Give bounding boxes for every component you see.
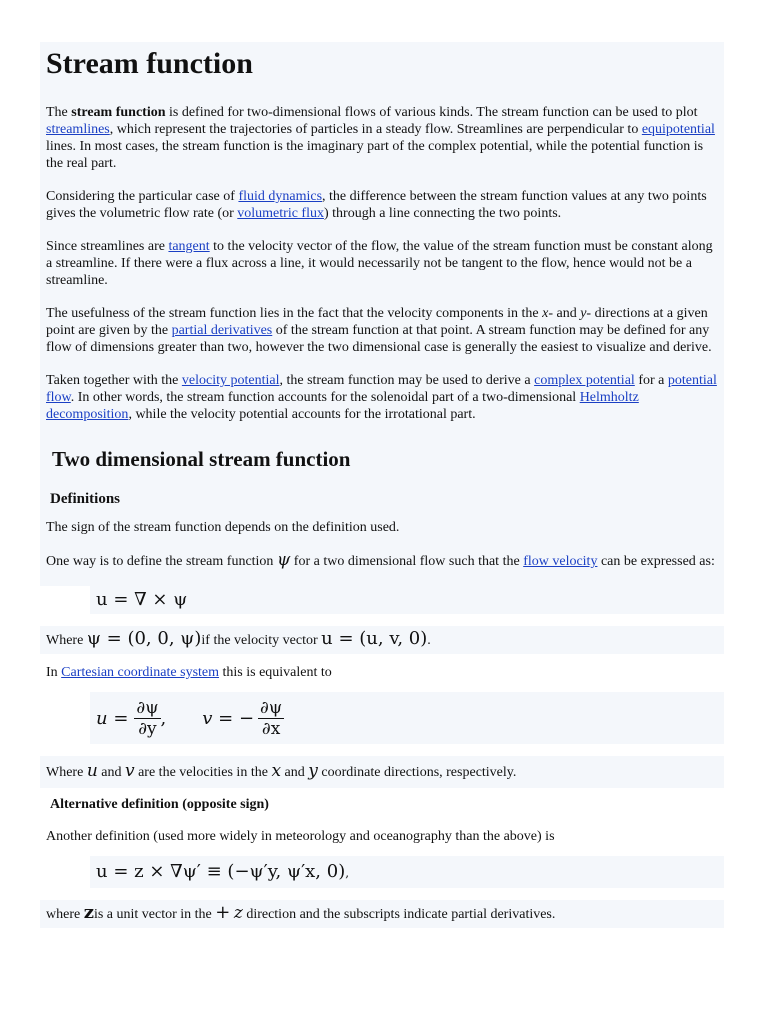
definition-sign-text: The sign of the stream function depends on the definition used. (46, 520, 400, 535)
section-title: Two dimensional stream function (52, 447, 351, 471)
text: In (46, 665, 62, 680)
text: and (97, 765, 125, 780)
text: for a two dimensional flow such that the (290, 554, 524, 569)
bold-term: stream function (71, 105, 166, 120)
text: can be expressed as: (597, 554, 715, 569)
text: Where (46, 765, 87, 780)
plus-sign: + (215, 902, 231, 923)
intro-block (40, 42, 724, 586)
alternative-equation-math: u = z × ∇ψ′ ≡ (−ψ′y, ψ′x, 0) (96, 861, 346, 882)
text: coordinate directions, respectively. (317, 765, 517, 780)
text: lines. In most cases, the stream function is the imaginary part of the complex potential, while the potential function is the real part. (46, 139, 704, 171)
var-x: x (271, 761, 282, 781)
intro-paragraph-5 (40, 372, 724, 439)
fraction-dpsi-dy (134, 698, 160, 739)
u-lhs: u = (96, 707, 129, 729)
where-psi-line (40, 626, 724, 654)
numerator: ∂ψ (260, 697, 283, 718)
link-partial-derivatives[interactable]: partial derivatives (171, 323, 273, 338)
v-lhs: v = − (202, 707, 255, 729)
link-tangent[interactable]: tangent (168, 239, 210, 254)
text: Taken together with the (46, 373, 182, 388)
text: Since streamlines are (46, 239, 169, 254)
text: . In other words, the stream function accounts for the solenoidal part of a two-dimensional (70, 390, 580, 405)
text: , the stream function may be used to derive a (279, 373, 535, 388)
intro-paragraph-2 (40, 188, 724, 238)
link-complex-potential[interactable]: complex potential (534, 373, 635, 388)
text: if the velocity vector (201, 633, 322, 648)
where-z-line (40, 900, 724, 928)
alternative-definition-text: Another definition (used more widely in meteorology and oceanography than the above) is (46, 829, 555, 844)
text: of the stream function at that point. A stream function may be defined for any flow of dimensions greater than two, however the two dimensional case is generally the easiest to visualize and derive. (46, 323, 712, 355)
equation-tail: , (345, 866, 350, 880)
velocity-vector-math: u = (u, v, 0) (321, 628, 428, 649)
intro-paragraph-4 (40, 305, 724, 372)
var-u: u (86, 761, 98, 781)
text: , the difference between the stream function values at any two points gives the volumetric flow rate (or (46, 189, 707, 221)
text: , while the velocity potential accounts for the irrotational part. (128, 407, 476, 422)
link-helmholtz-decomposition[interactable]: Helmholtz decomposition (46, 390, 639, 422)
text: is defined for two-dimensional flows of various kinds. The stream function can be used to plot (165, 105, 698, 120)
equation-cartesian-components (90, 692, 724, 744)
text: . (427, 633, 431, 648)
var-v: v (124, 761, 135, 781)
text: is a unit vector in the (93, 907, 216, 922)
equation-alternative (90, 856, 724, 888)
text: - directions at a given point are given by the (46, 306, 708, 338)
text: The usefulness of the stream function lies in the fact that the velocity components in the (46, 306, 543, 321)
subsection-title-definitions: Definitions (50, 491, 121, 507)
intro-paragraph-1 (40, 90, 724, 188)
text: where (46, 907, 84, 922)
text: to the velocity vector of the flow, the value of the stream function must be constant along a streamline. If there were a flux across a line, it would necessarily not be tangent to the flow, hence would not be a streamline. (46, 239, 713, 288)
cartesian-line (40, 654, 724, 692)
text: for a (634, 373, 668, 388)
link-fluid-dynamics[interactable]: fluid dynamics (238, 189, 323, 204)
text: - and (548, 306, 581, 321)
link-flow-velocity[interactable]: flow velocity (523, 554, 598, 569)
numerator: ∂ψ (136, 697, 159, 718)
definition-intro-text (40, 552, 724, 586)
fraction-dpsi-dx (258, 698, 284, 739)
comma: , (160, 707, 167, 729)
link-potential-flow[interactable]: potential flow (46, 373, 717, 405)
link-volumetric-flux[interactable]: volumetric flux (237, 206, 324, 221)
denominator: ∂y (138, 718, 157, 739)
subsection-title-alternative: Alternative definition (opposite sign) (50, 797, 269, 812)
intro-paragraph-3 (40, 238, 724, 305)
link-streamlines[interactable]: streamlines (46, 122, 110, 137)
where-uv-line (40, 756, 724, 788)
text: and (281, 765, 309, 780)
article (40, 42, 724, 928)
link-cartesian-coordinate-system[interactable]: Cartesian coordinate system (61, 665, 220, 680)
var-x: x (542, 306, 549, 321)
equation-curl: u = ∇ × ψ (90, 586, 724, 614)
denominator: ∂x (261, 718, 281, 739)
text: One way is to define the stream function (46, 554, 277, 569)
var-y: y (580, 306, 587, 321)
page-title: Stream function (46, 47, 253, 80)
link-equipotential[interactable]: equipotential (641, 122, 715, 137)
text: are the velocities in the (134, 765, 272, 780)
text: ) through a line connecting the two points. (323, 206, 562, 221)
psi-definition-math: ψ = (0, 0, ψ) (86, 628, 202, 649)
text: this is equivalent to (219, 665, 332, 680)
link-velocity-potential[interactable]: velocity potential (181, 373, 280, 388)
text: , which represent the trajectories of particles in a steady flow. Streamlines are perpendicular to (109, 122, 642, 137)
text: Considering the particular case of (46, 189, 239, 204)
text: Where (46, 633, 87, 648)
var-z: z (233, 903, 243, 923)
psi-symbol: ψ (276, 550, 291, 570)
text: The (46, 105, 72, 120)
var-y: y (308, 761, 318, 781)
unit-vector-z: z (83, 902, 94, 923)
text: direction and the subscripts indicate partial derivatives. (242, 907, 556, 922)
